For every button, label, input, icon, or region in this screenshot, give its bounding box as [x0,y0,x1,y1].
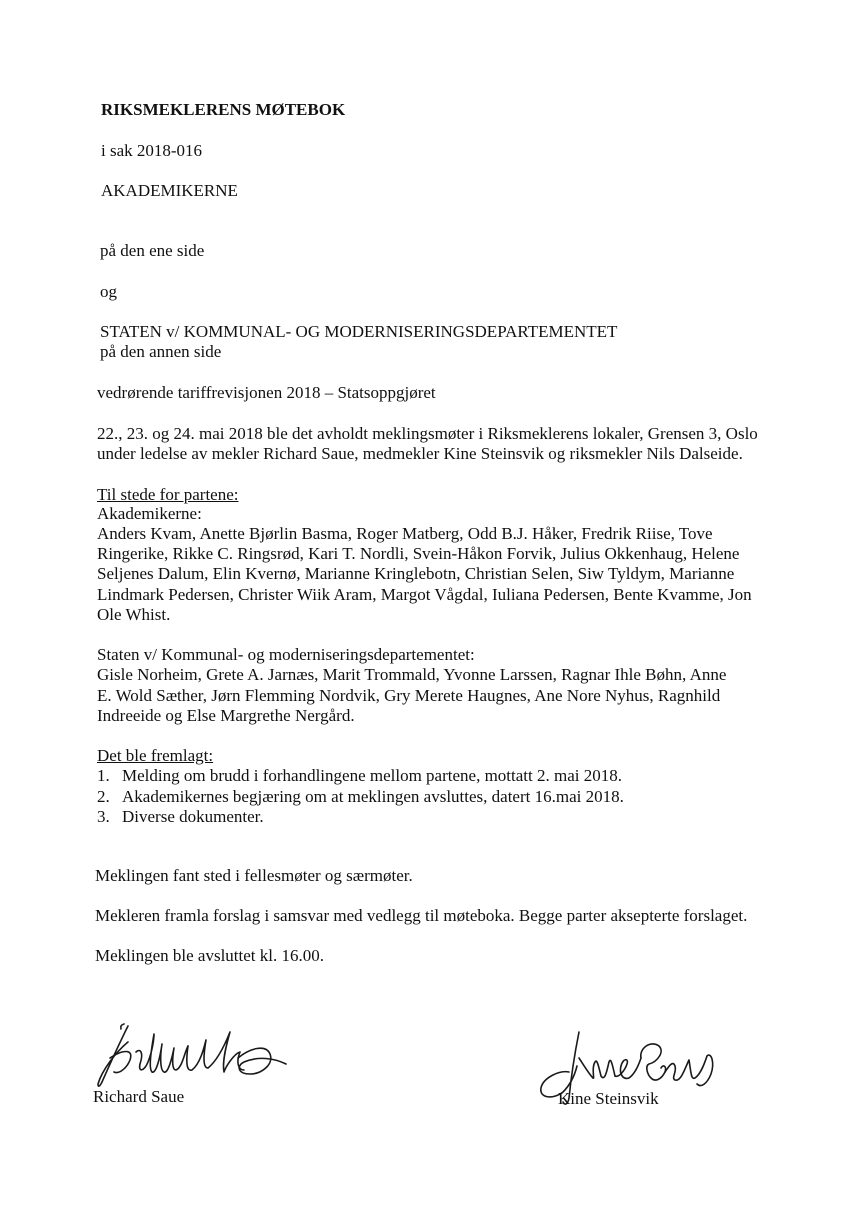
attendee-line: E. Wold Sæther, Jørn Flemming Nordvik, Gry Merete Haugnes, Ane Nore Nyhus, Ragnhild [97,686,721,705]
presented-list [97,766,624,828]
closing-line: Mekleren framla forslag i samsvar med vedlegg til møteboka. Begge parter aksepterte forslaget. [95,906,748,925]
attendee-line: Anders Kvam, Anette Bjørlin Basma, Roger Matberg, Odd B.J. Håker, Fredrik Riise, Tove [97,524,713,543]
list-item [97,807,624,828]
list-item-number: 3. [97,807,110,826]
party-two: STATEN v/ KOMMUNAL- OG MODERNISERINGSDEPARTEMENTET [100,322,618,341]
signature-richard-saue [88,1012,288,1092]
staten-label: Staten v/ Kommunal- og moderniseringsdepartementet: [97,645,475,664]
attendee-line: Gisle Norheim, Grete A. Jarnæs, Marit Trommald, Yvonne Larssen, Ragnar Ihle Bøhn, Anne [97,665,727,684]
document-title: RIKSMEKLERENS MØTEBOK [101,100,346,119]
attendee-line: Seljenes Dalum, Elin Kvernø, Marianne Kringlebotn, Christian Selen, Siw Tyldym, Marianne [97,564,735,583]
closing-line: Meklingen fant sted i fellesmøter og særmøter. [95,866,413,885]
closing-line: Meklingen ble avsluttet kl. 16.00. [95,946,324,965]
attendance-heading: Til stede for partene: [97,485,239,504]
party-one: AKADEMIKERNE [101,181,238,200]
meeting-line: 22., 23. og 24. mai 2018 ble det avholdt meklingsmøter i Riksmeklerens lokaler, Grensen 3, Oslo [97,424,758,443]
party-one-side: på den ene side [100,241,205,260]
attendee-line: Lindmark Pedersen, Christer Wiik Aram, Margot Vågdal, Iuliana Pedersen, Bente Kvamme, Jon [97,585,752,604]
attendee-line: Ringerike, Rikke C. Ringsrød, Kari T. Nordli, Svein-Håkon Forvik, Julius Okkenhaug, Helene [97,544,740,563]
list-item-text: Melding om brudd i forhandlingene mellom partene, mottatt 2. mai 2018. [122,766,622,785]
party-two-side: på den annen side [100,342,222,361]
akademikerne-label: Akademikerne: [97,504,202,523]
signature-name: Richard Saue [93,1087,185,1106]
list-item-text: Akademikernes begjæring om at meklingen avsluttes, datert 16.mai 2018. [122,786,624,806]
attendee-line: Ole Whist. [97,605,171,624]
attendee-line: Indreeide og Else Margrethe Nergård. [97,706,355,725]
list-item-number: 2. [97,786,110,806]
list-item [97,766,624,787]
meeting-line: under ledelse av mekler Richard Saue, medmekler Kine Steinsvik og riksmekler Nils Dalseide. [97,444,743,463]
signature-name: Kine Steinsvik [558,1089,659,1108]
list-item [97,787,624,808]
list-item-text: Diverse dokumenter. [122,807,264,826]
presented-heading: Det ble fremlagt: [97,746,214,765]
list-item-number: 1. [97,766,110,785]
regarding: vedrørende tariffrevisjonen 2018 – Statsoppgjøret [97,383,436,402]
conjunction: og [100,282,117,301]
case-reference: i sak 2018-016 [101,141,203,160]
